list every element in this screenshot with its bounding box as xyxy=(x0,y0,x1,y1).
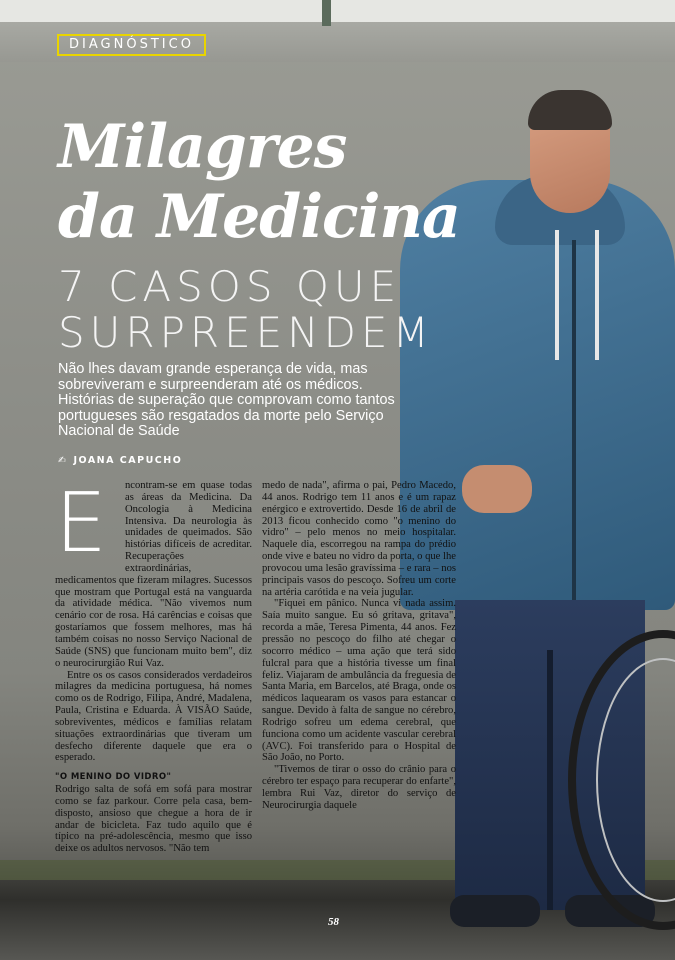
zipper xyxy=(572,240,576,610)
author-name: JOANA CAPUCHO xyxy=(73,455,183,466)
hair xyxy=(528,90,612,130)
subtitle-line-2: SURPREENDEM xyxy=(58,308,434,357)
pole xyxy=(322,0,331,26)
headline xyxy=(58,112,460,252)
jeans-gap xyxy=(547,650,553,910)
shoe xyxy=(450,895,540,927)
drop-cap: E xyxy=(55,476,107,571)
article-column-2 xyxy=(262,480,456,812)
hood-string xyxy=(595,230,599,360)
article-column-1 xyxy=(55,476,252,855)
headline-line-2: da Medicina xyxy=(58,182,460,252)
subtitle-line-1: 7 CASOS QUE xyxy=(58,262,402,311)
subheading: "O MENINO DO VIDRO" xyxy=(55,772,172,783)
paragraph: "Tivemos de tirar o osso do crânio para o cérebro ter espaço para recuperar do enfarte", lembra Rui Vaz, diretor do serviço de Neurocirurgia daquele xyxy=(262,764,456,811)
section-label: DIAGNÓSTICO xyxy=(57,34,206,56)
paragraph: Rodrigo salta de sofá em sofá para mostrar como se faz parkour. Corre pela casa, bem-disposto, ansioso que chegue a hora de ir andar de bicicleta. Faz tudo aquilo que é típico na pré-adolescência, mesmo que isso deixe os adultos nervosos. "Não tem xyxy=(55,784,252,855)
paragraph: ncontram-se em quase todas as áreas da Medicina. Da Oncologia à Medicina Intensiva. Da neurologia às unidades de queimados. São histórias difíceis de acreditar. Recuperações extraordinárias, medicamentos que fizeram milagres. Sucessos que mostram que Portugal está na vanguarda da atividade médica. "Não vivemos num cenário cor de rosa. Há carências e coisas que gostaríamos que fossem melhores, mas há também coisas no nosso Serviço Nacional de Saúde (SNS) que funcionam muito bem", diz o neurocirurgião Rui Vaz. xyxy=(55,480,252,669)
paragraph: "Fiquei em pânico. Nunca vi nada assim. Saía muito sangue. Eu só gritava, gritava", recorda a mãe, Teresa Pimenta, 44 anos. Fez pressão no pescoço do filho até chegar o socorro médico – uma ação que terá sido fulcral para que a história tivesse um final feliz. Viajaram de ambulância da freguesia de Santa Maria, em Barcelos, até Braga, onde os médicos laquearam os vasos para estancar o sangue. Devido à falta de sangue no cérebro, Rodrigo sofreu um edema cerebral, que funciona como um acidente vascular cerebral (AVC). Foi transferido para o Hospital de São João, no Porto. xyxy=(262,598,456,764)
hood-string xyxy=(555,230,559,360)
pen-icon: ✍ xyxy=(58,455,68,466)
hand xyxy=(462,465,532,513)
page-number: 58 xyxy=(328,916,339,928)
byline xyxy=(58,455,182,466)
paragraph: Entre os os casos considerados verdadeiros milagres da medicina portuguesa, há nomes como os de Rodrigo, Filipa, André, Madalena, Paula, Cristina e Eduarda. À VISÃO Saúde, sobreviventes, médicos e famílias relatam situações extraordinárias que tiveram um desfecho diferente daquele que era o esperado. xyxy=(55,669,252,764)
sky xyxy=(0,0,675,22)
headline-line-1: Milagres xyxy=(58,112,347,182)
subtitle xyxy=(58,262,434,357)
lede: Não lhes davam grande esperança de vida, mas sobreviveram e surpreenderam até os médicos. Histórias de superação que comprovam como tantos portugueses são resgatados da morte pelo Serviço Nacional de Saúde xyxy=(58,361,395,440)
paragraph: medo de nada", afirma o pai, Pedro Macedo, 44 anos. Rodrigo tem 11 anos e é um rapaz enérgico e extrovertido. Desde 16 de abril de 2013 ficou conhecido como "o menino do vidro" – pelo menos no meio hospitalar. Naquele dia, escorregou na rampa do prédio onde vive e bateu no vidro da porta, o que lhe provocou uma lesão gravíssima – e rara – nos principais vasos do pescoço. Sofreu um corte na artéria carótida e na veia jugular. xyxy=(262,480,456,598)
